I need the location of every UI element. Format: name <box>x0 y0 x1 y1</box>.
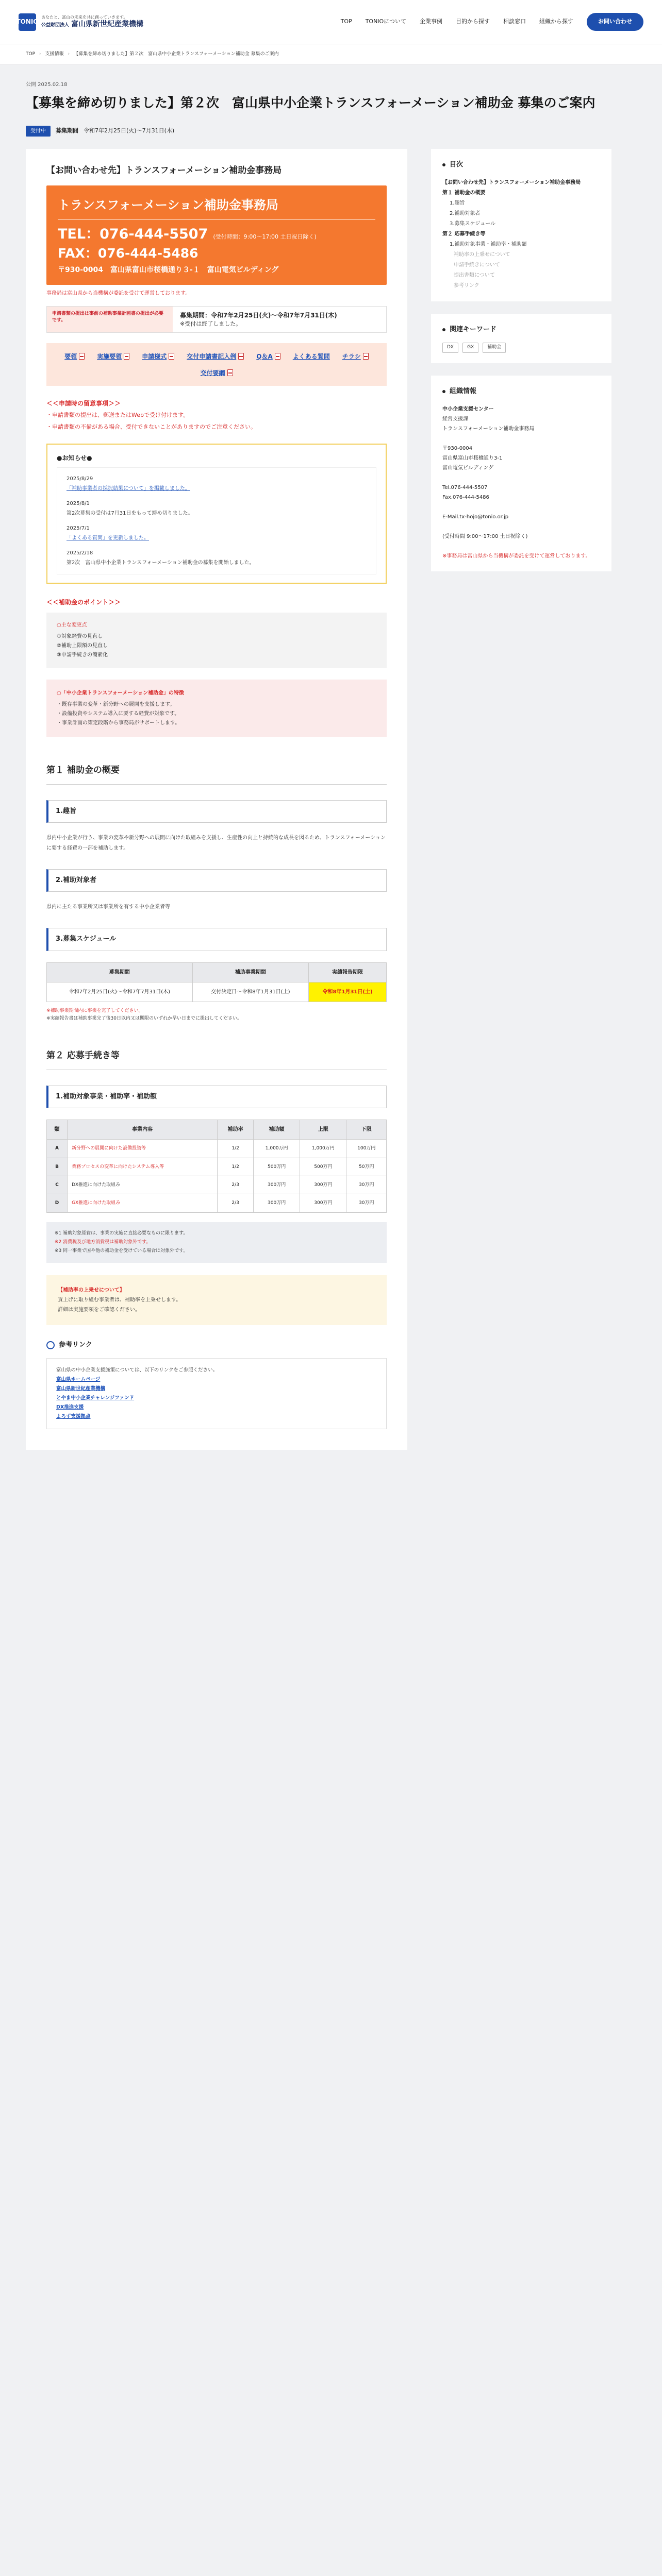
features-box <box>46 680 387 737</box>
ref-link[interactable]: とやま中小企業チャレンジファンド <box>56 1395 135 1401</box>
org-name: 中小企業支援センター <box>442 406 494 412</box>
site-logo[interactable] <box>16 13 144 31</box>
ref-text: 富山県の中小企業支援施策については、以下のリンクをご参照ください。 <box>56 1367 218 1374</box>
pdf-icon <box>124 353 129 360</box>
breadcrumb-current: 【募集を締め切りました】第２次 富山県中小企業トランスフォーメーション補助金 募集のご案内 <box>74 51 279 57</box>
sub-schedule: 3.募集スケジュール <box>46 928 387 951</box>
rate-boost-box: 【補助率の上乗せについて】 賃上げに取り組む事業者は、補助率を上乗せします。 詳細は実施要領をご確認ください。 <box>46 1275 387 1325</box>
status-badge: 受付中 <box>26 126 51 137</box>
nav-consult[interactable]: 相談窓口 <box>503 18 526 25</box>
table-of-contents <box>442 178 600 291</box>
toc-item[interactable]: 第１ 補助金の概要 <box>442 190 486 196</box>
news-title: ●お知らせ● <box>57 454 92 462</box>
site-header <box>0 0 662 44</box>
news-date: 2025/2/18 <box>67 550 93 556</box>
changes-item: ③申請手続きの簡素化 <box>57 652 108 658</box>
schedule-head: 補助事業期間 <box>192 962 308 982</box>
link-implementation[interactable]: 実施要領 <box>97 351 129 362</box>
link-faq[interactable]: よくある質問 <box>292 353 330 361</box>
news-item: 第2次 富山県中小企業トランスフォーメーション補助金の募集を開始しました。 <box>67 560 255 566</box>
notice-line: ・申請書類の不備がある場合、受付できないことがありますのでご注意ください。 <box>46 423 256 430</box>
changes-item: ②補助上限額の見直し <box>57 643 108 649</box>
target-head: 下限 <box>346 1120 387 1140</box>
features-item: ・既存事業の変革・新分野への展開を支援します。 <box>57 702 175 708</box>
toc-title: 目次 <box>442 159 600 171</box>
table-row: A 新分野への展開に向けた設備投資等 1/2 1,000万円 1,000万円 100万円 <box>47 1140 387 1158</box>
ref-heading: 参考リンク <box>46 1340 387 1351</box>
org-dept: 経営支援課 <box>442 416 468 422</box>
tag-dx[interactable]: DX <box>442 343 458 352</box>
ref-link[interactable]: 富山県新世紀産業機構 <box>56 1386 106 1392</box>
schedule-head: 実績報告期限 <box>309 962 387 982</box>
period-label: 募集期間 <box>56 127 78 134</box>
apply-note: 申請書類の提出は事前の補助事業計画書の提出が必要です。 <box>47 307 173 333</box>
logo-mark-icon: TONIO <box>19 13 36 31</box>
toc-item[interactable]: 3.募集スケジュール <box>450 221 495 227</box>
org-zip: 〒930-0004 <box>442 445 473 451</box>
breadcrumb-home[interactable]: TOP <box>26 51 36 57</box>
contact-button[interactable]: お問い合わせ <box>587 13 643 31</box>
features-item: ・設備投資やシステム導入に要する経費が対象です。 <box>57 711 180 717</box>
nav-top[interactable]: TOP <box>340 18 352 25</box>
schedule-cell: 令和7年2月25日(火)～令和7年7月31日(木) <box>47 982 193 1002</box>
link-example[interactable]: 交付申請書記入例 <box>187 351 244 362</box>
toc-item[interactable]: 1.趣旨 <box>450 200 465 207</box>
document-links <box>46 343 387 386</box>
meta-row <box>26 126 636 137</box>
section-overview: 第１ 補助金の概要 <box>46 763 387 785</box>
org-note: ※事務局は富山県から当機構が委託を受けて運営しております。 <box>442 553 591 559</box>
link-form[interactable]: 申請様式 <box>142 351 174 362</box>
tag-gx[interactable]: GX <box>462 343 478 352</box>
target-notes: ※1 補助対象経費は、事業の実施に直接必要なものに限ります。 ※2 消費税及び地方消費税は補助対象外です。 ※3 同一事業で国や他の補助金を受けている場合は対象外です。 <box>46 1222 387 1263</box>
nav-about[interactable]: TONIOについて <box>365 18 406 25</box>
breadcrumb-separator: › <box>39 51 41 57</box>
eligible-text: 県内に主たる事業所又は事業所を有する中小企業者等 <box>46 904 170 910</box>
nav-org[interactable]: 組織から探す <box>539 18 573 25</box>
sub-purpose: 1.趣旨 <box>46 800 387 823</box>
contact-address: 〒930-0004 富山県富山市桜橋通り３-１ 富山電気ビルディング <box>58 265 279 274</box>
contact-box <box>46 185 387 284</box>
news-item: 第2次募集の受付は7月31日をもって締め切りました。 <box>67 510 193 516</box>
changes-title: ○主な変更点 <box>57 622 87 629</box>
schedule-notes: ※補助事業期間内に事業を完了してください。 ※実績報告書は補助事業完了後30日以内又は期限のいずれか早い日までに提出してください。 <box>46 1008 242 1021</box>
toc-item[interactable]: 1.補助対象事業・補助率・補助額 <box>450 242 527 248</box>
link-icon <box>46 1341 55 1349</box>
toc-item[interactable]: 申請手続きについて <box>454 262 500 268</box>
schedule-head: 募集期間 <box>47 962 193 982</box>
pdf-icon <box>363 353 369 360</box>
ref-link[interactable]: よろず支援拠点 <box>56 1414 91 1420</box>
table-row: C DX推進に向けた取組み 2/3 300万円 300万円 30万円 <box>47 1176 387 1194</box>
table-row: B 業務プロセスの変革に向けたシステム導入等 1/2 500万円 500万円 50万円 <box>47 1158 387 1176</box>
notice-title: ＜＜申請時の留意事項＞＞ <box>46 399 121 407</box>
contact-note: 事務局は富山県から当機構が委託を受けて運営しております。 <box>46 290 191 296</box>
main-content <box>26 149 407 1450</box>
toc-card <box>431 149 611 301</box>
breadcrumb-separator: › <box>68 51 70 57</box>
org-mail[interactable]: E-Mail.tx-hojo@tonio.or.jp <box>442 514 509 520</box>
org-addr: 富山県富山市桜橋通り3-1 <box>442 455 503 461</box>
sub-eligible: 2.補助対象者 <box>46 869 387 892</box>
news-date: 2025/7/1 <box>67 525 90 531</box>
org-bldg: 富山電気ビルディング <box>442 465 493 471</box>
changes-box <box>46 613 387 668</box>
table-row: D GX推進に向けた取組み 2/3 300万円 300万円 30万円 <box>47 1194 387 1212</box>
contact-heading: 【お問い合わせ先】トランスフォーメーション補助金事務局 <box>46 165 282 176</box>
page-title: 【募集を締め切りました】第２次 富山県中小企業トランスフォーメーション補助金 募集のご案内 <box>26 95 595 110</box>
ref-box <box>46 1358 387 1429</box>
features-title: ○「中小企業トランスフォーメーション補助金」の特徴 <box>57 690 185 697</box>
contact-fax: FAX：076-444-5486 <box>58 245 198 261</box>
logo-tagline: あなたと、富山の未来を共に創っていきます。 <box>41 14 128 20</box>
post-date: 公開 2025.02.18 <box>26 82 68 88</box>
news-date: 2025/8/29 <box>67 476 93 482</box>
tags-card <box>431 314 611 363</box>
apply-period: 募集期間：令和7年2月25日(火)～令和7年7月31日(木) <box>180 311 337 319</box>
ref-link[interactable]: 富山県ホームページ <box>56 1377 101 1383</box>
link-qa[interactable]: Q＆A <box>256 351 280 362</box>
changes-item: ①対象経費の見直し <box>57 634 103 640</box>
sidebar <box>431 149 611 1450</box>
news-date: 2025/8/1 <box>67 500 90 506</box>
toc-item[interactable]: 補助率の上乗せについて <box>454 252 510 258</box>
org-office: トランスフォーメーション補助金事務局 <box>442 426 535 432</box>
pdf-icon <box>275 353 280 360</box>
rate-boost-title: 【補助率の上乗せについて】 <box>58 1287 125 1293</box>
contact-tel[interactable]: TEL：076-444-5507 (受付時間：9:00～17:00 土日祝日除く) <box>58 226 317 242</box>
org-card <box>431 376 611 571</box>
nav-purpose[interactable]: 目的から探す <box>456 18 490 25</box>
schedule-cell: 交付決定日～令和8年1月31日(土) <box>192 982 308 1002</box>
pdf-icon <box>79 353 85 360</box>
pdf-icon <box>238 353 244 360</box>
period-value: 令和7年2月25日(火)～7月31日(木) <box>84 127 175 134</box>
logo-name: 公益財団法人 富山県新世紀産業機構 <box>41 20 144 28</box>
toc-item[interactable]: 提出書類について <box>454 273 495 279</box>
toc-item[interactable]: 参考リンク <box>454 283 479 289</box>
schedule-deadline: 令和8年1月31日(土) <box>309 982 387 1002</box>
toc-item[interactable]: 第２ 応募手続き等 <box>442 231 486 238</box>
breadcrumb <box>0 44 662 65</box>
global-nav <box>341 13 643 31</box>
target-head: 類 <box>47 1120 68 1140</box>
nav-cases[interactable]: 企業事例 <box>420 18 442 25</box>
link-guideline[interactable]: 要領 <box>64 351 85 362</box>
ref-link[interactable]: DX推進支援 <box>56 1404 84 1411</box>
schedule-table <box>46 962 387 1002</box>
toc-item[interactable]: 2.補助対象者 <box>450 211 481 217</box>
notice-line: ・申請書類の提出は、郵送またはWebで受け付けます。 <box>46 412 189 419</box>
sub-target: 1.補助対象事業・補助率・補助額 <box>46 1086 387 1108</box>
target-head: 上限 <box>300 1120 346 1140</box>
point-title: ＜＜補助金のポイント＞＞ <box>46 598 121 606</box>
tags-title: 関連キーワード <box>442 324 600 335</box>
breadcrumb-support[interactable]: 支援情報 <box>45 51 64 57</box>
features-item: ・事業計画の策定段階から事務局がサポートします。 <box>57 720 180 726</box>
news-item[interactable]: 「よくある質問」を更新しました。 <box>67 535 149 541</box>
org-fax: Fax.076-444-5486 <box>442 494 489 500</box>
news-box <box>46 444 387 584</box>
contact-box-title: トランスフォーメーション補助金事務局 <box>58 195 375 219</box>
pdf-icon <box>227 369 233 376</box>
link-flyer[interactable]: チラシ <box>342 351 369 362</box>
tag-subsidy[interactable]: 補助金 <box>483 343 506 352</box>
purpose-text: 県内中小企業が行う、事業の変革や新分野への展開に向けた取組みを支援し、生産性の向上と持続的な成長を図るため、トランスフォーメーションに要する経費の一部を補助します。 <box>46 835 386 852</box>
section-application: 第２ 応募手続き等 <box>46 1048 387 1070</box>
pdf-icon <box>169 353 174 360</box>
news-item[interactable]: 「補助事業者の採択結果について」を掲載しました。 <box>67 485 190 492</box>
target-head: 事業内容 <box>68 1120 218 1140</box>
org-title: 組織情報 <box>442 386 600 397</box>
target-table <box>46 1120 387 1213</box>
org-tel[interactable]: Tel.076-444-5507 <box>442 484 488 490</box>
target-head: 補助率 <box>218 1120 254 1140</box>
apply-period-box <box>46 306 387 333</box>
link-rules[interactable]: 交付要綱 <box>200 368 233 378</box>
target-head: 補助額 <box>254 1120 300 1140</box>
org-hours: (受付時間 9:00〜17:00 土日祝除く) <box>442 533 528 539</box>
toc-item[interactable]: 【お問い合わせ先】トランスフォーメーション補助金事務局 <box>442 180 581 186</box>
apply-closed: ※受付は終了しました。 <box>180 320 242 327</box>
